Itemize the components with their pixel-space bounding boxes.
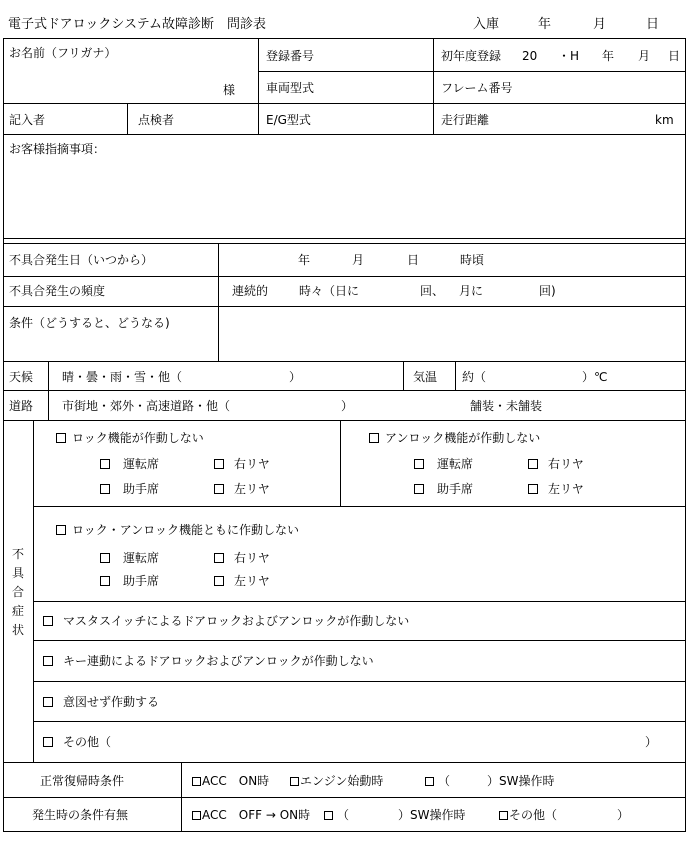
checkbox-icon[interactable] bbox=[214, 484, 224, 494]
weather-close: ） bbox=[289, 370, 302, 384]
occ-sw-op: ）SW操作時 bbox=[398, 808, 466, 822]
both-fail-item[interactable]: ロック・アンロック機能ともに作動しない bbox=[56, 524, 299, 536]
occ-acc-off-on[interactable]: ACC OFF → ON時 bbox=[192, 809, 310, 821]
unlock-passenger[interactable]: 助手席 bbox=[414, 483, 473, 495]
checkbox-icon[interactable] bbox=[100, 484, 110, 494]
occurrence-year: 年 bbox=[298, 253, 311, 267]
lock-rear-left[interactable]: 左リヤ bbox=[214, 483, 270, 495]
checkbox-icon[interactable] bbox=[100, 553, 110, 563]
both-passenger[interactable]: 助手席 bbox=[100, 575, 159, 587]
checkbox-icon[interactable] bbox=[214, 553, 224, 563]
lock-fail-item[interactable]: ロック機能が作動しない bbox=[56, 432, 204, 444]
occurrence-month: 月 bbox=[352, 253, 365, 267]
vehicle-model-label: 車両型式 bbox=[266, 81, 315, 95]
checkbox-icon[interactable] bbox=[192, 811, 201, 820]
checkbox-icon[interactable] bbox=[192, 777, 201, 786]
occ-condition-label: 発生時の条件有無 bbox=[32, 808, 129, 822]
checkbox-icon[interactable] bbox=[56, 525, 66, 535]
first-reg-year: 年 bbox=[602, 49, 615, 63]
checkbox-icon[interactable] bbox=[528, 459, 538, 469]
freq-sometimes: 時々（日に bbox=[299, 284, 360, 298]
reg-no-label: 登録番号 bbox=[266, 49, 315, 63]
both-driver[interactable]: 運転席 bbox=[100, 552, 159, 564]
entry-month: 月 bbox=[593, 17, 607, 32]
mileage-label: 走行距離 bbox=[441, 113, 490, 127]
checkbox-icon[interactable] bbox=[369, 433, 379, 443]
condition-label: 条件（どうすると、どうなる) bbox=[9, 316, 170, 330]
road-options: 市街地・郊外・高速道路・他（ bbox=[62, 399, 231, 413]
unlock-fail-item[interactable]: アンロック機能が作動しない bbox=[369, 432, 540, 444]
occ-other-close: ） bbox=[617, 808, 630, 822]
checkbox-icon[interactable] bbox=[100, 459, 110, 469]
unlock-driver[interactable]: 運転席 bbox=[414, 458, 473, 470]
road-surface: 舗装・未舗装 bbox=[470, 399, 543, 413]
other-symptom-item[interactable]: その他（ bbox=[43, 736, 111, 748]
checkbox-icon[interactable] bbox=[290, 777, 299, 786]
checkbox-icon[interactable] bbox=[528, 484, 538, 494]
checkbox-icon[interactable] bbox=[425, 777, 434, 786]
occ-other[interactable]: その他（ bbox=[499, 809, 557, 821]
checkbox-icon[interactable] bbox=[214, 459, 224, 469]
weather-options: 晴・曇・雨・雪・他（ bbox=[62, 370, 183, 384]
unintended-item[interactable]: 意図せず作動する bbox=[43, 696, 159, 708]
checkbox-icon[interactable] bbox=[56, 433, 66, 443]
master-switch-item[interactable]: マスタスイッチによるドアロックおよびアンロックが作動しない bbox=[43, 615, 409, 627]
first-reg-month: 月 bbox=[638, 49, 651, 63]
occ-sw[interactable]: （ bbox=[324, 809, 349, 821]
symptoms-vertical-label: 不 具 合 症 状 bbox=[11, 547, 24, 637]
freq-month: 月に bbox=[459, 284, 484, 298]
road-close: ） bbox=[341, 399, 354, 413]
checkbox-icon[interactable] bbox=[499, 811, 508, 820]
checkbox-icon[interactable] bbox=[414, 484, 424, 494]
checkbox-icon[interactable] bbox=[43, 737, 53, 747]
form-title: 電子式ドアロックシステム故障診断 問診表 bbox=[8, 17, 267, 32]
checkbox-icon[interactable] bbox=[43, 697, 53, 707]
recovery-label: 正常復帰時条件 bbox=[40, 774, 125, 788]
checkbox-icon[interactable] bbox=[214, 576, 224, 586]
recovery-sw[interactable]: （ bbox=[425, 775, 450, 787]
both-rear-left[interactable]: 左リヤ bbox=[214, 575, 270, 587]
km-unit: km bbox=[655, 113, 674, 127]
weather-label: 天候 bbox=[9, 370, 34, 384]
recovery-acc-on[interactable]: ACC ON時 bbox=[192, 775, 269, 787]
first-reg-sep: ・H bbox=[558, 49, 580, 63]
other-symptom-close: ） bbox=[645, 735, 658, 749]
writer-label: 記入者 bbox=[9, 113, 46, 127]
name-label: お名前（フリガナ） bbox=[9, 46, 117, 60]
entry-label: 入庫 bbox=[473, 17, 500, 32]
freq-times: 回、 bbox=[420, 284, 445, 298]
checkbox-icon[interactable] bbox=[324, 811, 333, 820]
first-reg-day: 日 bbox=[668, 49, 681, 63]
checkbox-icon[interactable] bbox=[43, 616, 53, 626]
remarks-label: お客様指摘事項： bbox=[9, 142, 106, 156]
frame-no-label: フレーム番号 bbox=[441, 81, 513, 95]
frequency-label: 不具合発生の頻度 bbox=[9, 284, 106, 298]
first-reg-era: 20 bbox=[522, 49, 538, 63]
lock-rear-right[interactable]: 右リヤ bbox=[214, 458, 270, 470]
checkbox-icon[interactable] bbox=[43, 656, 53, 666]
occurrence-time: 時頃 bbox=[460, 253, 485, 267]
road-label: 道路 bbox=[9, 399, 34, 413]
freq-continuous: 連続的 bbox=[232, 284, 269, 298]
temp-celsius: ）℃ bbox=[582, 370, 608, 384]
inspector-label: 点検者 bbox=[138, 113, 175, 127]
occurrence-date-label: 不具合発生日（いつから） bbox=[9, 253, 154, 267]
sama-label: 様 bbox=[223, 83, 236, 97]
entry-day: 日 bbox=[646, 17, 660, 32]
checkbox-icon[interactable] bbox=[414, 459, 424, 469]
lock-driver[interactable]: 運転席 bbox=[100, 458, 159, 470]
checkbox-icon[interactable] bbox=[100, 576, 110, 586]
recovery-sw-op: ）SW操作時 bbox=[487, 774, 555, 788]
unlock-rear-left[interactable]: 左リヤ bbox=[528, 483, 584, 495]
lock-passenger[interactable]: 助手席 bbox=[100, 483, 159, 495]
engine-label: E/G型式 bbox=[266, 113, 311, 127]
both-rear-right[interactable]: 右リヤ bbox=[214, 552, 270, 564]
first-reg-label: 初年度登録 bbox=[441, 49, 502, 63]
unlock-rear-right[interactable]: 右リヤ bbox=[528, 458, 584, 470]
key-linked-item[interactable]: キー連動によるドアロックおよびアンロックが作動しない bbox=[43, 655, 374, 667]
temp-label: 気温 bbox=[413, 370, 438, 384]
occurrence-day: 日 bbox=[407, 253, 420, 267]
freq-times2: 回) bbox=[539, 284, 556, 298]
recovery-engine-start[interactable]: エンジン始動時 bbox=[290, 775, 383, 787]
temp-approx: 約（ bbox=[462, 370, 487, 384]
entry-year: 年 bbox=[538, 17, 552, 32]
